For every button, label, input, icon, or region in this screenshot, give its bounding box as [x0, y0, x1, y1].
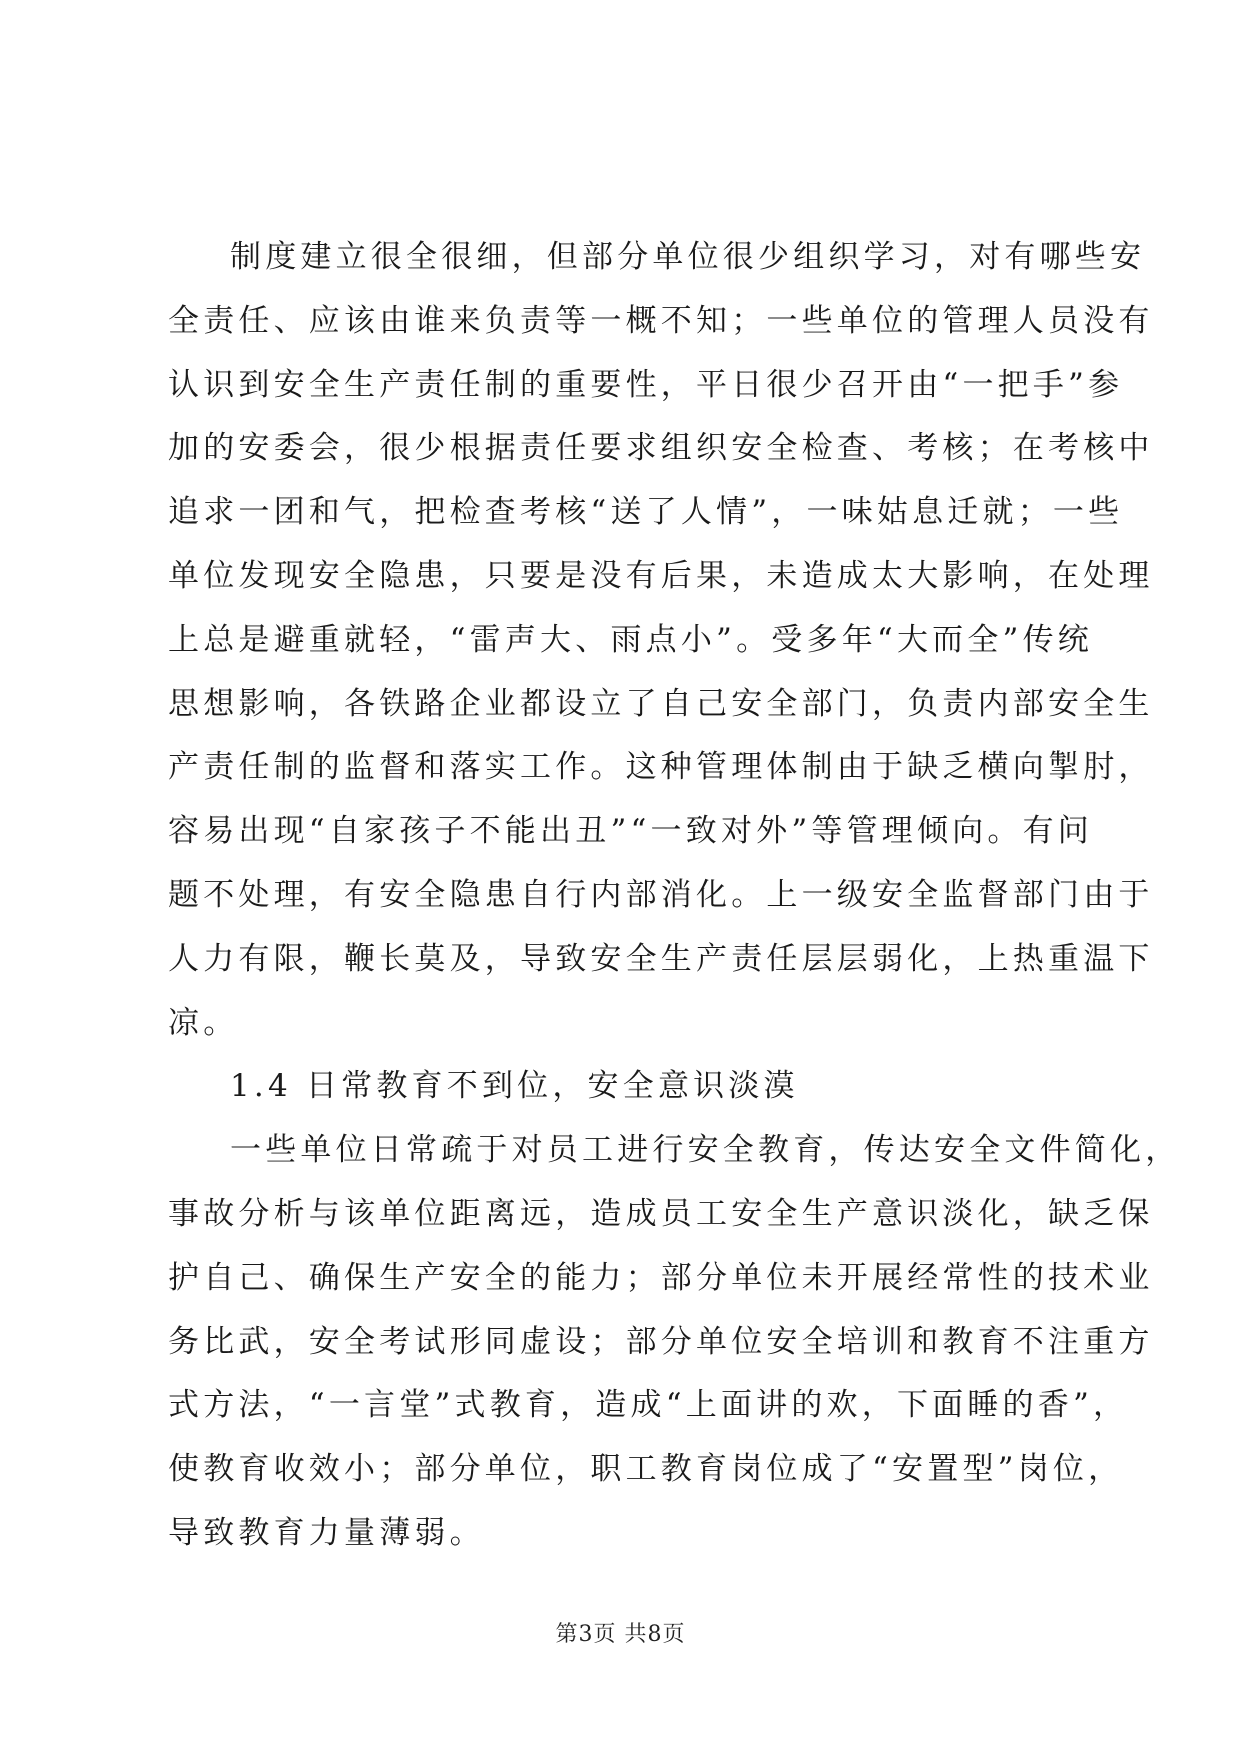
- text-line: 人力有限，鞭长莫及，导致安全生产责任层层弱化，上热重温下: [168, 940, 1154, 977]
- section-heading-text: 1.4 日常教育不到位，安全意识淡漠: [230, 1068, 799, 1105]
- text-line: 事故分析与该单位距离远，造成员工安全生产意识淡化，缺乏保: [168, 1195, 1154, 1232]
- text-line: 使教育收效小；部分单位，职工教育岗位成了“安置型”岗位，: [168, 1451, 1124, 1488]
- text-line: 追求一团和气，把检查考核“送了人情”，一味姑息迁就；一些: [168, 494, 1124, 531]
- text-line: 上总是避重就轻，“雷声大、雨点小”。受多年“大而全”传统: [168, 621, 1093, 658]
- page-number-footer: 第3页 共8页: [555, 1622, 686, 1647]
- text-line: 一些单位日常疏于对员工进行安全教育，传达安全文件简化，: [230, 1132, 1181, 1169]
- document-body: [168, 226, 1181, 1566]
- text-line: 加的安委会，很少根据责任要求组织安全检查、考核；在考核中: [168, 430, 1154, 467]
- text-line: 导致教育力量薄弱。: [168, 1514, 485, 1551]
- paragraph-institution-responsibility: [168, 226, 1154, 1055]
- text-line: 护自己、确保生产安全的能力；部分单位未开展经常性的技术业: [168, 1259, 1154, 1296]
- text-line: 全责任、应该由谁来负责等一概不知；一些单位的管理人员没有: [168, 302, 1154, 339]
- text-line: 思想影响，各铁路企业都设立了自己安全部门，负责内部安全生: [168, 685, 1154, 722]
- section-heading: [168, 1055, 1074, 1119]
- text-line: 认识到安全生产责任制的重要性，平日很少召开由“一把手”参: [168, 366, 1124, 403]
- text-line: 务比武，安全考试形同虚设；部分单位安全培训和教育不注重方: [168, 1323, 1154, 1360]
- text-line: 制度建立很全很细，但部分单位很少组织学习，对有哪些安: [230, 239, 1146, 275]
- text-line: 单位发现安全隐患，只要是没有后果，未造成太大影响，在处理: [168, 557, 1154, 594]
- text-line: 题不处理，有安全隐患自行内部消化。上一级安全监督部门由于: [168, 876, 1154, 913]
- text-line: 凉。: [168, 1004, 239, 1041]
- text-line: 式方法，“一言堂”式教育，造成“上面讲的欢，下面睡的香”，: [168, 1387, 1129, 1424]
- text-line: 产责任制的监督和落实工作。这种管理体制由于缺乏横向掣肘，: [168, 749, 1154, 786]
- text-line: 容易出现“自家孩子不能出丑”“一致对外”等管理倾向。有问: [168, 813, 1093, 850]
- paragraph-daily-education: [168, 1119, 1181, 1566]
